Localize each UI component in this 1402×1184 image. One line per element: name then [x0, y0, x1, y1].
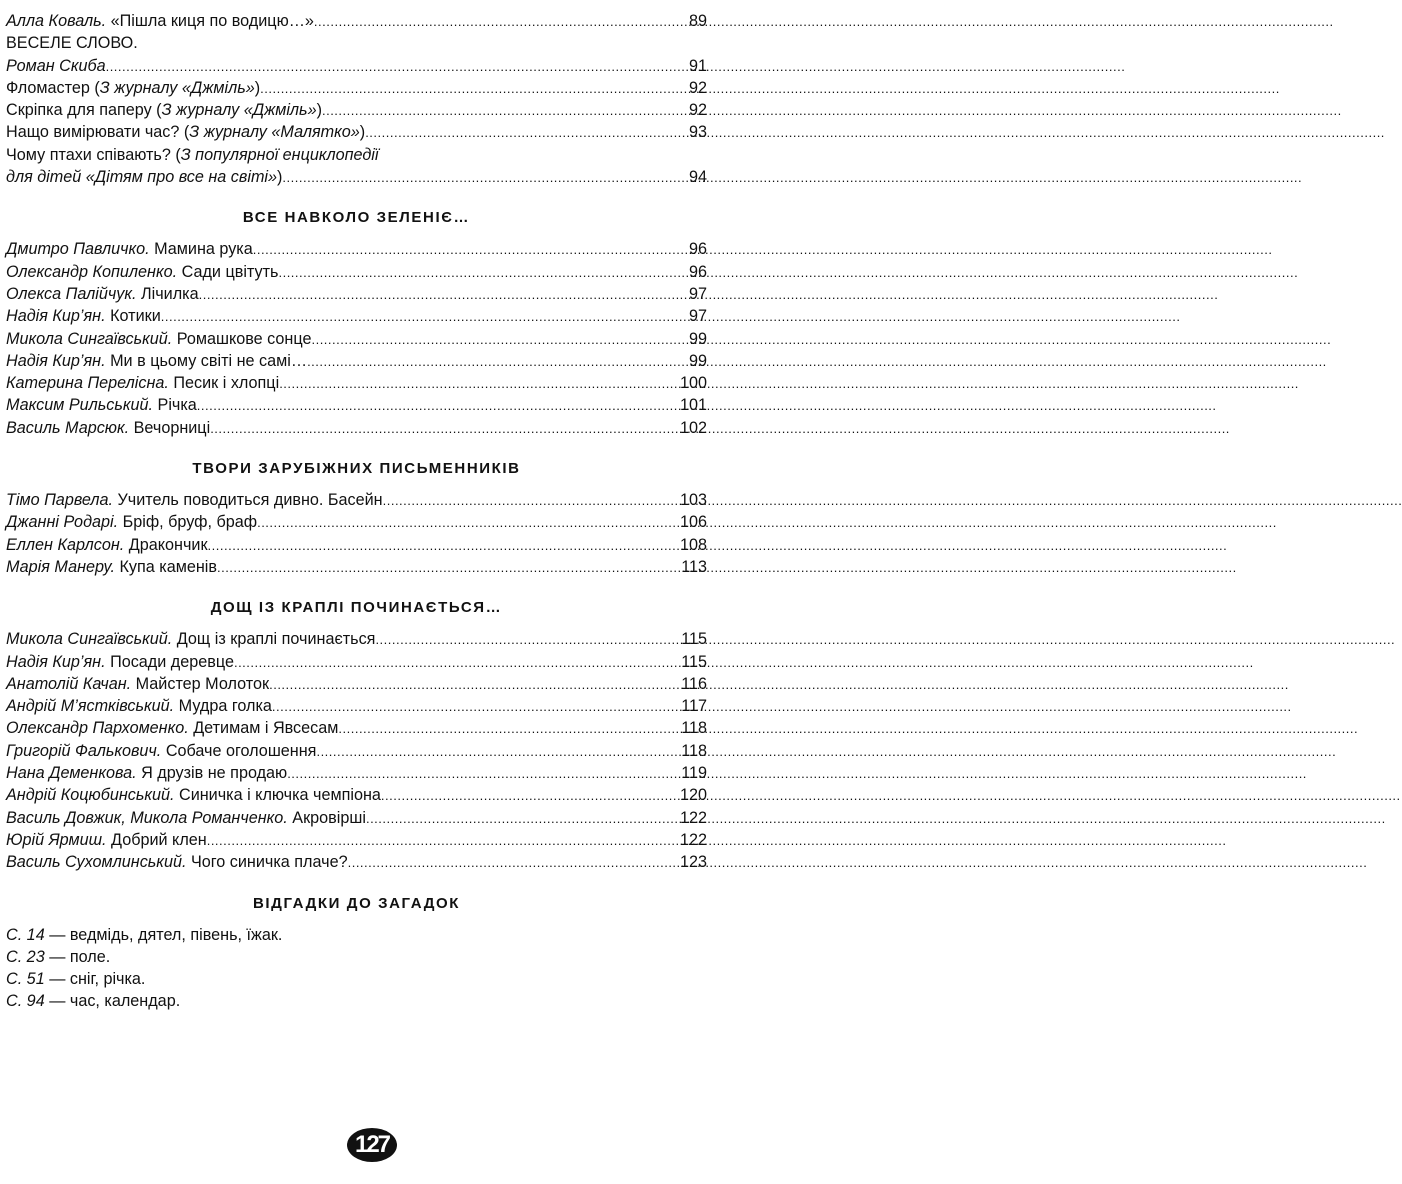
dot-leader: [322, 100, 688, 122]
answer-ref: С. 23: [6, 947, 45, 966]
toc-entry: [6, 556, 707, 578]
entry-title: Річка: [157, 396, 197, 415]
entry-author: Василь Марсюк.: [6, 418, 130, 437]
toc-entry: [6, 628, 707, 650]
answer-text: — сніг, річка.: [49, 970, 146, 989]
entry-title: Купа каменів: [119, 557, 217, 576]
answer-line: [6, 968, 707, 990]
entry-page: 117: [681, 697, 707, 716]
entry-title: Нащо вимірювати час? (: [6, 123, 190, 142]
dot-leader: [208, 535, 679, 557]
entry-title: Сади цвітуть: [181, 262, 279, 281]
dot-leader: [375, 629, 680, 651]
entry-page: 119: [681, 764, 707, 783]
entry-author: Надія Кир’ян.: [6, 307, 106, 326]
dot-leader: [199, 284, 688, 306]
toc-entry: [6, 238, 707, 260]
dot-leader: [269, 674, 680, 696]
entry-title: Собаче оголошення: [165, 741, 317, 760]
dot-leader: [383, 490, 679, 512]
entry-author: Олександр Пархоменко.: [6, 719, 189, 738]
entry-page: 102: [679, 418, 707, 437]
entry-source: для дітей «Дітям про все на світі»: [6, 168, 278, 187]
toc-entry: [6, 673, 707, 695]
page-number-badge: 127: [347, 1128, 397, 1162]
toc-entry: [6, 511, 707, 533]
subsection-heading: ВЕСЕЛЕ СЛОВО.: [6, 34, 138, 53]
dot-leader: [197, 395, 679, 417]
entry-page: 93: [688, 123, 707, 142]
dot-leader: [338, 718, 680, 740]
entry-author: Григорій Фалькович.: [6, 741, 162, 760]
entry-title: Песик і хлопці: [173, 374, 280, 393]
toc-entry-line1: [6, 144, 707, 166]
answer-ref: С. 51: [6, 970, 45, 989]
toc-entry: [6, 305, 707, 327]
answer-line: [6, 946, 707, 968]
toc-entry: [6, 489, 707, 511]
dot-leader: [207, 830, 679, 852]
entry-page: 97: [688, 284, 707, 303]
entry-title-tail: ): [316, 101, 322, 120]
entry-page: 99: [688, 329, 707, 348]
toc-entry: [6, 394, 707, 416]
entry-title: Чому птахи співають? (: [6, 145, 181, 164]
entry-page: 120: [679, 786, 707, 805]
entry-title: Вечорниці: [133, 418, 211, 437]
entry-page: 94: [688, 168, 707, 187]
entry-title: Дощ із краплі починається: [176, 630, 376, 649]
entry-page: 122: [679, 830, 707, 849]
entry-author: Надія Кир’ян.: [6, 351, 106, 370]
entry-author: Катерина Перелісна.: [6, 374, 169, 393]
dot-leader: [161, 306, 688, 328]
entry-page: 100: [679, 374, 707, 393]
entry-page: 99: [688, 351, 707, 370]
toc-entry: [6, 784, 707, 806]
toc-entry-line2: [6, 166, 707, 188]
toc-entry: [6, 121, 707, 143]
entry-page: 96: [688, 240, 707, 259]
entry-title: Майстер Молоток: [135, 674, 270, 693]
entry-author: Олекса Палійчук.: [6, 284, 137, 303]
entry-page: 108: [679, 535, 707, 554]
entry-author: Максим Рильський.: [6, 396, 154, 415]
entry-author: Алла Коваль.: [6, 12, 107, 30]
entry-page: 92: [688, 78, 707, 97]
entry-author: Андрій Коцюбинський.: [6, 786, 175, 805]
entry-author: Андрій М’ястківський.: [6, 697, 175, 716]
entry-page: 113: [681, 557, 707, 576]
dot-leader: [217, 557, 680, 579]
answer-line: [6, 924, 707, 946]
entry-author: Микола Сингаївський.: [6, 630, 173, 649]
answers-list: [6, 924, 707, 1013]
entry-page: 118: [681, 741, 707, 760]
entry-title: Ромашкове сонце: [176, 329, 312, 348]
table-of-contents: [6, 10, 707, 1013]
toc-entry: [6, 695, 707, 717]
entry-title: Чого синичка плаче?: [190, 853, 348, 872]
entry-author: Юрій Ярмиш.: [6, 830, 107, 849]
dot-leader: [381, 785, 679, 807]
entry-page: 122: [679, 808, 707, 827]
entry-source: З журналу «Малятко»: [189, 123, 360, 142]
entry-title: Дракончик: [128, 535, 208, 554]
entry-page: 103: [679, 491, 707, 510]
dot-leader: [210, 418, 679, 440]
entry-page: 89: [688, 12, 707, 30]
entry-page: 116: [681, 674, 707, 693]
toc-entry: [6, 328, 707, 350]
entry-title: Скріпка для паперу (: [6, 101, 162, 120]
dot-leader: [366, 808, 679, 830]
toc-entry: [6, 534, 707, 556]
entry-title: «Пішла киця по водицю…»: [110, 12, 314, 30]
entry-author: Роман Скиба: [6, 56, 106, 75]
dot-leader: [307, 351, 688, 373]
toc-entry: [6, 55, 707, 77]
entry-author: Дмитро Павличко.: [6, 240, 150, 259]
answer-line: [6, 990, 707, 1012]
toc-entry: [6, 829, 707, 851]
entry-title: Учитель поводиться дивно. Басейн: [117, 491, 383, 510]
entry-title: Бріф, бруф, браф: [122, 513, 258, 532]
entry-author: Василь Сухомлинський.: [6, 853, 187, 872]
answer-text: — ведмідь, дятел, півень, їжак.: [49, 925, 283, 944]
entry-title: Акровірші: [292, 808, 366, 827]
toc-entry: [6, 350, 707, 372]
dot-leader: [287, 763, 680, 785]
entry-title-tail: ): [254, 78, 261, 97]
entry-author: Тімо Парвела.: [6, 491, 114, 510]
dot-leader: [311, 329, 688, 351]
entry-title: Мудра голка: [178, 697, 272, 716]
toc-entry: [6, 372, 707, 394]
entry-page: 91: [688, 56, 707, 75]
toc-entry: [6, 77, 707, 99]
entry-page: 115: [681, 652, 707, 671]
entry-page: 115: [681, 630, 707, 649]
dot-leader: [282, 167, 688, 189]
answer-ref: С. 14: [6, 925, 45, 944]
entry-title: Детимам і Явсесам: [193, 719, 339, 738]
entry-author: Анатолій Качан.: [6, 674, 132, 693]
entry-title: Ми в цьому світі не самі…: [110, 351, 308, 370]
toc-entry: [6, 261, 707, 283]
entry-page: 101: [679, 396, 707, 415]
section-heading: ВСЕ НАВКОЛО ЗЕЛЕНІЄ…: [242, 209, 471, 227]
dot-leader: [314, 11, 688, 33]
entry-title: Синичка і ключка чемпіона: [179, 786, 381, 805]
toc-entry: [6, 99, 707, 121]
entry-author: Надія Кир’ян.: [6, 652, 106, 671]
answer-ref: С. 94: [6, 992, 45, 1011]
dot-leader: [106, 56, 688, 78]
entry-page: 106: [679, 513, 707, 532]
dot-leader: [279, 373, 679, 395]
entry-title: Я друзів не продаю: [141, 764, 288, 783]
toc-entry: [6, 762, 707, 784]
entry-title: Добрий клен: [111, 830, 207, 849]
toc-entry: [6, 417, 707, 439]
dot-leader: [316, 741, 680, 763]
toc-entry: [6, 807, 707, 829]
dot-leader: [365, 122, 688, 144]
toc-entry: [6, 717, 707, 739]
entry-source: З журналу «Джміль»: [99, 78, 255, 97]
section-heading: ДОЩ ІЗ КРАПЛІ ПОЧИНАЄТЬСЯ…: [210, 599, 503, 617]
section-heading: ТВОРИ ЗАРУБІЖНИХ ПИСЬМЕННИКІВ: [192, 460, 521, 478]
entry-title: Лічилка: [141, 284, 199, 303]
entry-page: 97: [688, 307, 707, 326]
entry-title: Котики: [110, 307, 161, 326]
entry-page: 123: [679, 853, 707, 872]
entry-author: Микола Сингаївський.: [6, 329, 173, 348]
entry-author: Еллен Карлсон.: [6, 535, 125, 554]
entry-page: 96: [688, 262, 707, 281]
toc-sections: [6, 207, 707, 873]
entry-author: Джанні Родарі.: [6, 513, 119, 532]
entry-title: Посади деревце: [110, 652, 234, 671]
dot-leader: [272, 696, 680, 718]
toc-entry: [6, 283, 707, 305]
entry-title-tail: ): [277, 168, 283, 187]
entry-title: Мамина рука: [154, 240, 253, 259]
dot-leader: [348, 852, 679, 874]
entry-source: З журналу «Джміль»: [161, 101, 317, 120]
toc-entry: [6, 740, 707, 762]
section-heading: ВІДГАДКИ ДО ЗАГАДОК: [252, 894, 461, 912]
entry-author: Марія Манеру.: [6, 557, 115, 576]
dot-leader: [260, 78, 688, 100]
entry-author: Олександр Копиленко.: [6, 262, 178, 281]
entry-page: 92: [688, 101, 707, 120]
dot-leader: [253, 239, 688, 261]
entry-author: Василь Довжик, Микола Романченко.: [6, 808, 288, 827]
dot-leader: [278, 262, 688, 284]
dot-leader: [257, 512, 679, 534]
entry-title: Фломастер (: [6, 78, 100, 97]
entry-author: Нана Деменкова.: [6, 764, 137, 783]
toc-entry: [6, 851, 707, 873]
answer-text: — поле.: [49, 947, 111, 966]
answer-text: — час, календар.: [49, 992, 181, 1011]
entry-source: З популярної енциклопедії: [180, 145, 379, 164]
entry-title-tail: ): [359, 123, 366, 142]
entry-page: 118: [681, 719, 707, 738]
toc-entry: [6, 651, 707, 673]
dot-leader: [234, 652, 680, 674]
toc-entry: [6, 10, 707, 32]
